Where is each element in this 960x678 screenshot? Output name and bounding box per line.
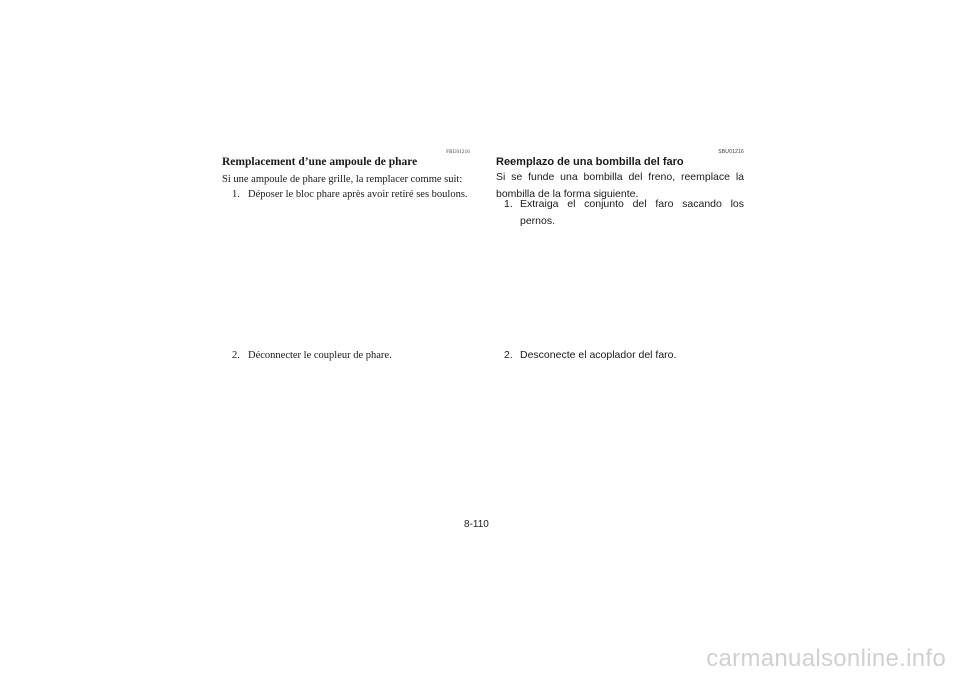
step-number: 2. xyxy=(232,350,240,361)
step-number: 1. xyxy=(504,198,513,210)
section-title: Reemplazo de una bombilla del faro xyxy=(496,156,684,168)
step-number: 2. xyxy=(504,349,513,361)
section-code: SBU01216 xyxy=(718,149,744,155)
section-code: FBU01216 xyxy=(446,150,470,155)
watermark: carmanualsonline.info xyxy=(706,645,946,672)
step-text: Extraiga el conjunto del faro sacando los pernos. xyxy=(520,198,744,227)
section-title: Remplacement d’une ampoule de phare xyxy=(222,156,418,168)
step-text: Desconecte el acoplador del faro. xyxy=(520,349,677,361)
step-text: Déposer le bloc phare après avoir retiré ses boulons. xyxy=(248,189,468,200)
page-number: 8-110 xyxy=(464,519,489,530)
intro-paragraph: Si se funde una bombilla del freno, reemplace la bombilla de la forma siguiente. xyxy=(496,171,744,200)
step-number: 1. xyxy=(232,189,240,200)
step-text: Déconnecter le coupleur de phare. xyxy=(248,350,392,361)
intro-paragraph: Si une ampoule de phare grille, la remplacer comme suit: xyxy=(222,174,463,185)
